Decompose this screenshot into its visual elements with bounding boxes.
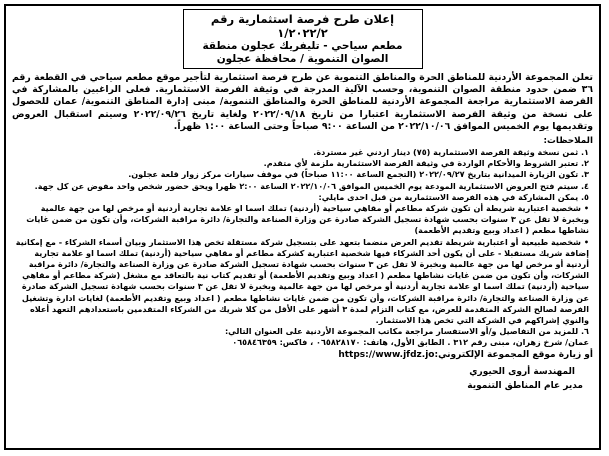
note-bullet-2: • شخصية طبيعية أو اعتبارية شريطة تقديم العرض منضما بتعهد على بتسجيل شركة مستقلة تخص هذا الاستثمار وبيان أسماء الشركاء - مع إمكانية إضافة شريك مستقبلا - على أن يكون أحد الشركاء فيها شخصية اعتبارية كشركة مطاعم أو مقاهي سياحية (أردنية) تملك اسما او علامة تجارية أردنية أو مرخص لها من جهة عالمية وبخبرة لا تقل عن ٣ سنوات بحسب شهادة تسجيل الشركة صادرة عن وزارة الصناعة والتجارة/ دائرة مراقبة الشركات، وأن تكون من ضمن غايات نشاطها مطعم ( اعداد وبيع وتقديم الأطعمة) أو تقديم كتاب نية بالتعاقد مع مشغل (شركة مطاعم أو مقاهي سياحية (أردنية) تملك اسما او علامة تجارية أردنية أو مرخص لها من جهة عالمية وبخبرة لا تقل عن ٣ سنوات بحسب شهادة تسجيل الشركة صادرة عن وزارة الصناعة والتجارة/ دائرة مراقبة الشركات، وأن تكون من ضمن غايات نشاطها مطعم ( اعداد وبيع وتقديم الأطعمة) لغايات ادارة وتشغيل الفرصة لصالح الشركة المتقدمة للعرض، مع كتاب التزام لمدة ٣ أشهر على الأقل من كلا شريك من الشركاء المتقدمين باستعدادهم التعهد أعلاه والنوي إشراكهم في الشركة التي تخص هذا الاستثمار.	[15, 236, 589, 326]
contact-address: عمان/ شرخ زهران، مبنى رقم ٣١٢ . الطابق الأول، هاتف: ٠٦٥٨٢٨١٧٠ ، فاكس: ٠٦٥٨٤٦٣٥٩	[232, 337, 589, 348]
signatory-name: المهندسة أروى الحيوري	[469, 366, 575, 377]
note-item-4: ٤. سيتم فتح العروض الاستثمارية المودعة يوم الخميس الموافق ٢٠٢٢/١٠/٠٦ الساعة ٢:٠٠ ظهرا ويحق حضور شخص واحد مفوض عن كل جهة.	[34, 180, 589, 191]
note-item-2: ٢. تعتبر الشروط والأحكام الواردة في وثيقة الفرصة الاستثمارية ملزمة لأي متقدم.	[263, 158, 589, 169]
intro-paragraph: تعلن المجموعة الأردنية للمناطق الحرة والمناطق التنموية عن طرح فرصة استثمارية لتأجير موقع مطعم سياحي في القطعة رقم ٣٦ ضمن حدود منطقة الصوان التنموية، وحسب الآلية المدرجة في وثيقة الفرصة الاستثمارية. فعلى الراغبين بالمشاركة في الفرصة الاستثمارية مراجعة المجموعة الأردنية للمناطق الحرة والمناطق التنموية/ مبنى إدارة المناطق التنموية/ عمان للحصول على نسخة من وثيقة الفرصة الاستثمارية اعتبارا من تاريخ ٢٠٢٢/٠٩/١٨ ولغاية تاريخ ٢٠٢٢/٠٩/٢٦ وسيتم استقبال العروض وتقديمها يوم الخميس الموافق ٢٠٢٢/١٠/٠٦ من الساعة ٩:٠٠ صباحاً وحتى الساعة ١:٠٠ ظهراً.	[12, 72, 593, 132]
title-box	[183, 9, 423, 69]
note-bullet-1: • شخصية اعتبارية شريطة أن تكون شركة مطاعم أو مقاهي سياحية (أردنية) تملك اسما او علامة تجارية أردنية أو مرخص لها من جهة عالمية وبخبرة لا تقل عن ٣ سنوات بحسب شهادة تسجيل الشركة صادرة عن وزارة الصناعة والتجارة/ دائرة مراقبة الشركات، وأن تكون من ضمن غايات نشاطها مطعم ( اعداد وبيع وتقديم الأطعمة)	[26, 203, 589, 236]
announcement-subtitle: مطعم سياحي - تليفريك عجلون منطقة الصوان التنموية / محافظة عجلون	[202, 40, 403, 65]
notes-list	[12, 147, 593, 349]
note-item-6: ٦. للمزيد من التفاصيل و/أو الاستفسار مراجعة مكاتب المجموعة الأردنية على العنوان التالي:	[224, 326, 589, 337]
note-item-1: ١. ثمن نسخة وثيقة الفرصة الاستثمارية (٧٥) دينار اردني غير مستردة.	[313, 147, 589, 158]
website-link[interactable]: أو زيارة موقع المجموعة الإلكتروني:https://www.jfdz.jo	[338, 349, 593, 360]
signature-block	[12, 365, 593, 393]
announcement-title: إعلان طرح فرصة استثمارية رقم ١/٢٠٢٢/٢	[210, 12, 395, 40]
signatory-title: مدير عام المناطق التنموية	[467, 380, 583, 391]
notes-heading: الملاحظات:	[543, 136, 593, 147]
note-item-3: ٣. تكون الزيارة الميدانية بتاريخ ٢٠٢٢/٠٩/٢٧ (التجمع الساعة ١١:٠٠ صباحاً) في موقف سيارات مركز زوار قلعة عجلون.	[128, 169, 589, 180]
note-item-5: ٥. يمكن المشاركة في هذه الفرصة الاستثمارية من قبل احدى مايلي:	[318, 191, 589, 202]
advertisement-box	[4, 4, 601, 450]
